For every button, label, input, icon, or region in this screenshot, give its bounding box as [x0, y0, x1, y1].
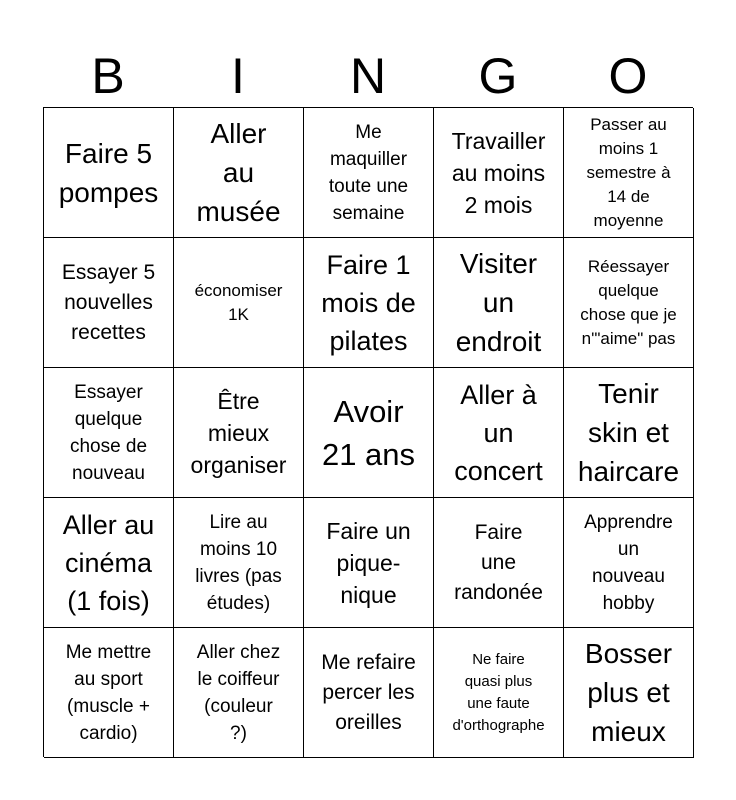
cell-text: Aller au musée [196, 118, 281, 227]
cell-text: Apprendre un nouveau hobby [584, 511, 673, 614]
bingo-cell-r2c2[interactable] [174, 238, 304, 368]
bingo-cell-r1c1[interactable] [44, 108, 174, 238]
bingo-cell-r1c4[interactable] [434, 108, 564, 238]
bingo-cell-r4c1[interactable] [44, 498, 174, 628]
cell-text: Lire au moins 10 livres (pas études) [195, 511, 282, 614]
cell-text: Me refaire percer les oreilles [321, 650, 416, 734]
cell-text: Essayer 5 nouvelles recettes [61, 260, 156, 344]
header-letter-n: N [349, 48, 387, 104]
bingo-cell-r2c3[interactable] [304, 238, 434, 368]
bingo-cell-r1c5[interactable] [564, 108, 694, 238]
cell-text: Faire 5 pompes [58, 137, 159, 208]
cell-text: Faire une randonée [454, 520, 543, 604]
bingo-cell-r2c4[interactable] [434, 238, 564, 368]
cell-text: Travailler au moins 2 mois [451, 127, 546, 218]
cell-text: Me maquiller toute une semaine [328, 121, 409, 224]
bingo-cell-r5c5[interactable] [564, 628, 694, 758]
cell-text: Me mettre au sport (muscle + cardio) [65, 641, 152, 744]
bingo-cell-r5c4[interactable] [434, 628, 564, 758]
bingo-cell-r4c3[interactable] [304, 498, 434, 628]
bingo-cell-r1c2[interactable] [174, 108, 304, 238]
bingo-cell-r4c4[interactable] [434, 498, 564, 628]
cell-text: Aller chez le coiffeur (couleur ?) [196, 641, 281, 744]
cell-text: Aller au cinéma (1 fois) [62, 509, 155, 616]
cell-text: économiser 1K [194, 280, 283, 324]
bingo-cell-r2c1[interactable] [44, 238, 174, 368]
cell-text: Réessayer quelque chose que je n'"aime" pas [580, 256, 677, 348]
cell-text: Passer au moins 1 semestre à 14 de moyenne [586, 114, 671, 230]
bingo-cell-r4c2[interactable] [174, 498, 304, 628]
bingo-cell-r1c3[interactable] [304, 108, 434, 238]
header-letter-o: O [608, 48, 648, 104]
bingo-cell-r3c5[interactable] [564, 368, 694, 498]
cell-text: Aller à un concert [454, 379, 543, 486]
cell-text: Bosser plus et mieux [584, 638, 673, 747]
bingo-header [43, 44, 693, 108]
cell-text: Visiter un endroit [455, 248, 542, 357]
bingo-cell-r3c2[interactable] [174, 368, 304, 498]
bingo-cell-r5c1[interactable] [44, 628, 174, 758]
header-letter-i: I [231, 48, 245, 104]
bingo-cell-r3c3[interactable] [304, 368, 434, 498]
bingo-cell-r5c3[interactable] [304, 628, 434, 758]
cell-text: Faire un pique- nique [326, 517, 411, 608]
cell-text: Essayer quelque chose de nouveau [69, 381, 148, 484]
bingo-cell-r2c5[interactable] [564, 238, 694, 368]
bingo-cell-r3c1[interactable] [44, 368, 174, 498]
cell-text: Tenir skin et haircare [577, 378, 680, 487]
cell-text: Faire 1 mois de pilates [321, 249, 416, 356]
cell-text: Ne faire quasi plus une faute d'orthographe [452, 650, 545, 734]
bingo-cell-r5c2[interactable] [174, 628, 304, 758]
bingo-cell-r4c5[interactable] [564, 498, 694, 628]
bingo-cell-r3c4[interactable] [434, 368, 564, 498]
cell-text: Avoir 21 ans [321, 393, 416, 472]
bingo-grid [43, 107, 693, 757]
cell-text: Être mieux organiser [190, 387, 287, 478]
header-letter-g: G [478, 48, 518, 104]
header-letter-b: B [91, 48, 125, 104]
